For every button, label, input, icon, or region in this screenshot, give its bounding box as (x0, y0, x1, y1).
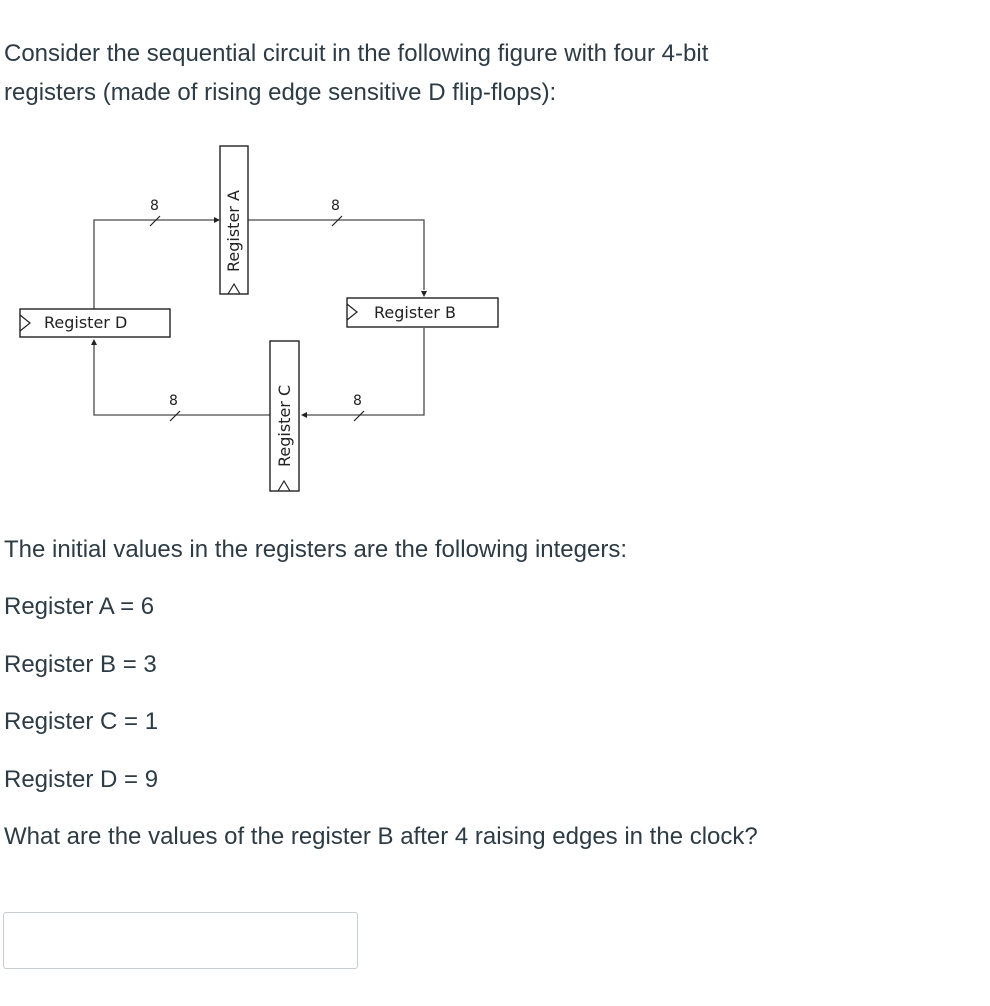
bus-width-label-bottom-right: 8 (353, 393, 362, 409)
wire-b-to-c (304, 328, 424, 415)
question-intro-line2: registers (made of rising edge sensitive D flip-flops): (4, 79, 557, 106)
bus-slash-top-right (332, 216, 342, 226)
register-d (20, 309, 170, 337)
initial-values-text: The initial values in the registers are the following integers: (4, 536, 627, 563)
question-prompt: What are the values of the register B after 4 raising edges in the clock? (4, 823, 758, 850)
register-b-label: Register B (374, 303, 456, 322)
circuit-diagram (14, 140, 504, 500)
register-c-label: Register C (275, 384, 294, 467)
wire-c-to-d (94, 343, 270, 415)
register-a-label: Register A (224, 190, 243, 272)
register-b (347, 298, 498, 327)
bus-slash-bottom-right (354, 411, 364, 421)
wire-d-to-a (94, 220, 216, 310)
register-a-value: Register A = 6 (4, 593, 155, 620)
arrow-into-register-a (214, 217, 220, 223)
register-c-value: Register C = 1 (4, 708, 159, 735)
register-c (270, 341, 299, 491)
question-intro-line1: Consider the sequential circuit in the following figure with four 4-bit (4, 40, 709, 67)
register-a (220, 146, 248, 294)
bus-width-label-top-left: 8 (150, 198, 159, 214)
bus-width-label-bottom-left: 8 (169, 393, 178, 409)
bus-width-label-top-right: 8 (331, 198, 340, 214)
question-intro (4, 34, 708, 112)
register-d-label: Register D (44, 313, 128, 332)
arrow-into-register-c (301, 412, 307, 418)
bus-slash-bottom-left (170, 411, 180, 421)
wire-a-to-b (248, 220, 424, 290)
answer-input[interactable] (3, 912, 358, 969)
register-b-value: Register B = 3 (4, 651, 157, 678)
register-d-value: Register D = 9 (4, 766, 159, 793)
arrow-into-register-b (421, 291, 427, 297)
arrow-into-register-d (91, 339, 97, 345)
bus-slash-top-left (150, 216, 160, 226)
